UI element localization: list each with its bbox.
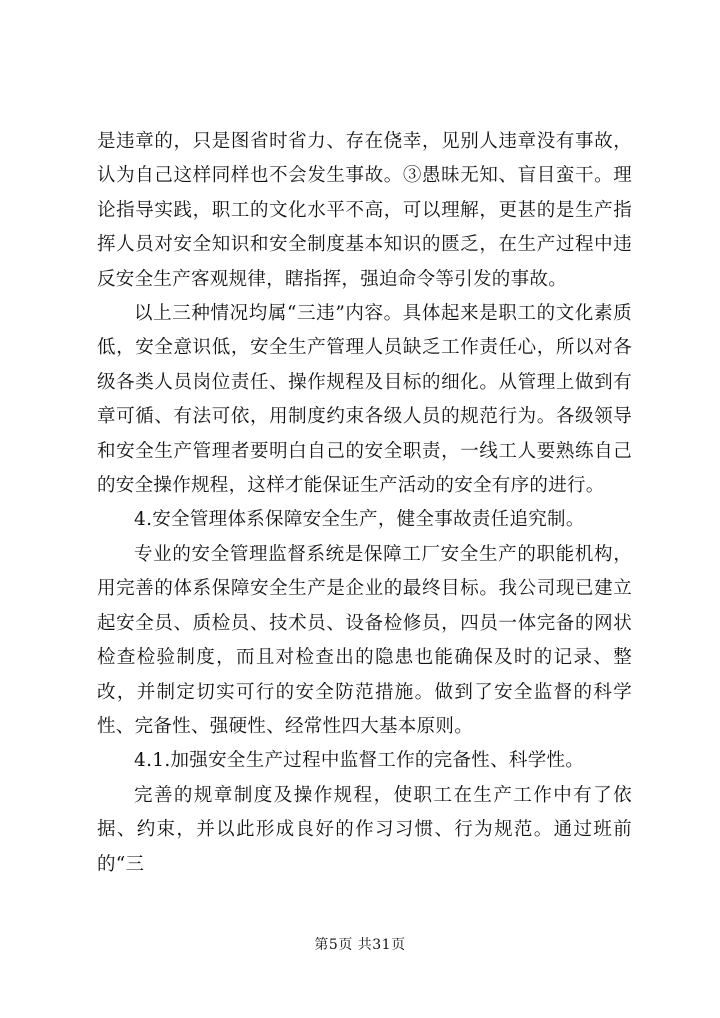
- page-footer: 第5页 共31页: [314, 937, 406, 953]
- section-heading-4-1: 4.1.加强安全生产过程中监督工作的完备性、科学性。: [134, 750, 585, 772]
- paragraph-three-violations: 以上三种情况均属“三违”内容。具体起来是职工的文化素质低，安全意识低，安全生产管理人员缺乏工作责任心，所以对各级各类人员岗位责任、操作规程及目标的细化。从管理上做到有章可循、有法可依，用制度约束各级人员的规范行为。各级领导和安全生产管理者要明白自己的安全职责，一线工人要熟练自己的安全操作规程，这样才能保证生产活动的安全有序的进行。: [97, 303, 632, 497]
- body-text: [97, 125, 632, 882]
- section-heading-4: 4.安全管理体系保障安全生产，健全事故责任追究制。: [134, 509, 585, 531]
- paragraph-management-system: 专业的安全管理监督系统是保障工厂安全生产的职能机构，用完善的体系保障安全生产是企业的最终目标。我公司现已建立起安全员、质检员、技术员、设备检修员，四员一体完备的网状检查检验制度，而且对检查出的隐患也能确保及时的记录、整改，并制定切实可行的安全防范措施。做到了安全监督的科学性、完备性、强硬性、经常性四大基本原则。: [97, 543, 632, 737]
- paragraph-regulations: 完善的规章制度及操作规程，使职工在生产工作中有了依据、约束，并以此形成良好的作习习惯、行为规范。通过班前的“三: [97, 784, 632, 875]
- paragraph-continuation: 是违章的，只是图省时省力、存在侥幸，见别人违章没有事故，认为自己这样同样也不会发生事故。③愚昧无知、盲目蛮干。理论指导实践，职工的文化水平不高，可以理解，更甚的是生产指挥人员对安全知识和安全制度基本知识的匮乏，在生产过程中违反安全生产客观规律，瞎指挥，强迫命令等引发的事故。: [97, 131, 632, 290]
